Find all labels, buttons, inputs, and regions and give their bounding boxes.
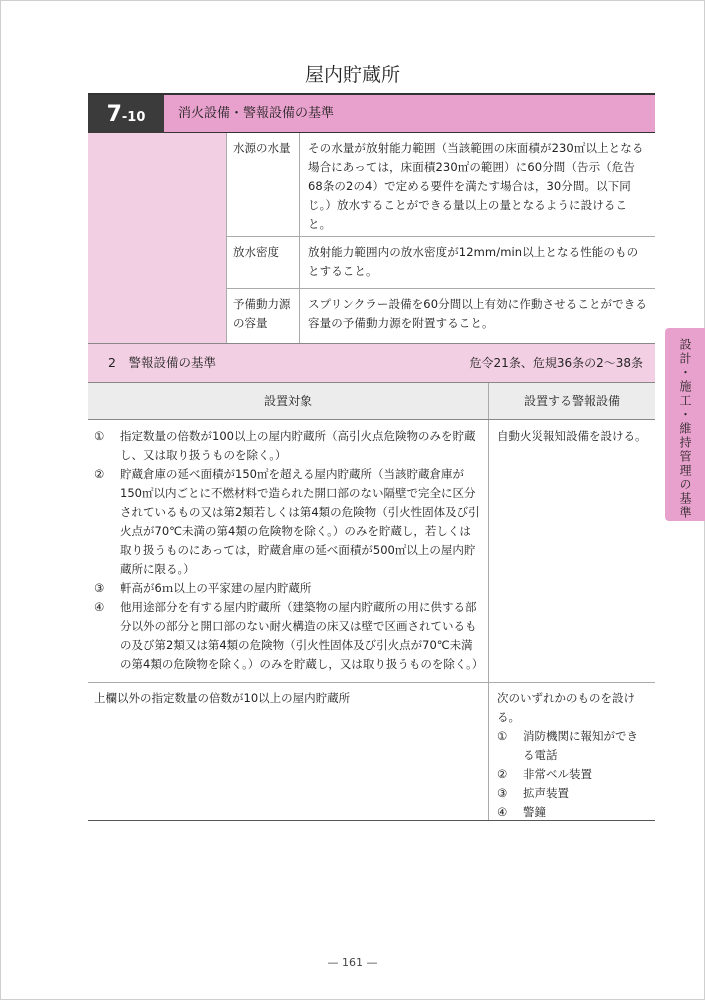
list-item: ① 消防機関に報知ができる電話 — [497, 729, 638, 762]
list-item: ③ 軒高が6ｍ以上の平家建の屋内貯蔵所 — [94, 581, 312, 595]
header-target: 設置対象 — [88, 383, 489, 419]
row2-target: 上欄以外の指定数量の倍数が10以上の屋内貯蔵所 — [88, 682, 489, 820]
table-bottom-rule — [88, 820, 655, 821]
list-item: ② 貯蔵倉庫の延べ面積が150㎡を超える屋内貯蔵所（当該貯蔵倉庫が150㎡以内ごとに不燃材料で造られた開口部のない隔壁で完全に区分されているもの又は第2類若しくは第4類の危険物（引火性固体及び引火点が70℃未満の第4類の危険物を除く。）のみを貯蔵し，若しくは取り扱うものにあっては，貯蔵倉庫の延べ面積が500㎡以上の屋内貯蔵所に限る。） — [94, 467, 480, 576]
section-title: 消火設備・警報設備の基準 — [178, 106, 335, 121]
subsection-header — [88, 343, 655, 382]
requirement-row-power — [226, 289, 655, 343]
subsection-title: 2 警報設備の基準 — [108, 355, 216, 370]
requirement-text: スプリンクラー設備を60分間以上有効に作動させることができる容量の予備動力源を附置すること。 — [308, 297, 647, 330]
requirement-row-density — [226, 237, 655, 289]
requirement-label: 予備動力源の容量 — [226, 289, 300, 343]
section-number — [88, 95, 164, 133]
page-title: 屋内貯蔵所 — [304, 64, 400, 86]
list-item: ② 非常ベル装置 — [497, 767, 592, 781]
requirement-text: 放射能力範囲内の放水密度が12mm/min以上となる性能のものとすること。 — [308, 245, 639, 278]
requirement-row-water — [226, 133, 655, 237]
row2-intro: 次のいずれかのものを設ける。 — [497, 691, 635, 724]
row1-targets — [88, 420, 489, 682]
row1-equipment: 自動火災報知設備を設ける。 — [497, 429, 647, 443]
list-item: ④ 他用途部分を有する屋内貯蔵所（建築物の屋内貯蔵所の用に供する部分以外の部分と開口部のない耐火構造の床又は壁で区画されているもの及び第2類又は第4類の危険物（引火性固体及び引火点が70℃未満の第4類の危険物を除く。）のみを貯蔵し，又は取り扱うものを除く。） — [94, 600, 484, 671]
row2-equipment — [489, 682, 655, 820]
requirement-label: 水源の水量 — [226, 133, 300, 236]
header-equipment: 設置する警報設備 — [523, 394, 620, 408]
section-number-major: 7 — [106, 101, 122, 127]
pink-left-column — [88, 133, 226, 343]
list-item: ① 指定数量の倍数が100以上の屋内貯蔵所（高引火点危険物のみを貯蔵し、又は取り扱うものを除く。） — [94, 429, 476, 462]
requirement-text: その水量が放射能力範囲（当該範囲の床面積が230㎡以上となる場合にあっては，床面積230㎡の範囲）に60分間（告示（危告68条の2の4）で定める要件を満たす場合は，30分間。以下同じ。）放水することができる量以上の量となるように設けること。 — [308, 141, 644, 231]
section-header — [88, 93, 655, 133]
page-number: — 161 — — [327, 956, 378, 969]
table-header — [88, 382, 655, 420]
section-number-minor: -10 — [121, 109, 146, 125]
side-tab-label: 設計・施工・維持管理の基準 — [678, 338, 692, 520]
sprinkler-requirements — [88, 133, 655, 343]
list-item: ③ 拡声装置 — [497, 786, 569, 800]
list-item: ④ 警鐘 — [497, 805, 546, 819]
chapter-side-tab — [665, 328, 705, 521]
requirement-label: 放水密度 — [226, 237, 300, 288]
subsection-reference: 危令21条、危規36条の2～38条 — [469, 356, 643, 370]
